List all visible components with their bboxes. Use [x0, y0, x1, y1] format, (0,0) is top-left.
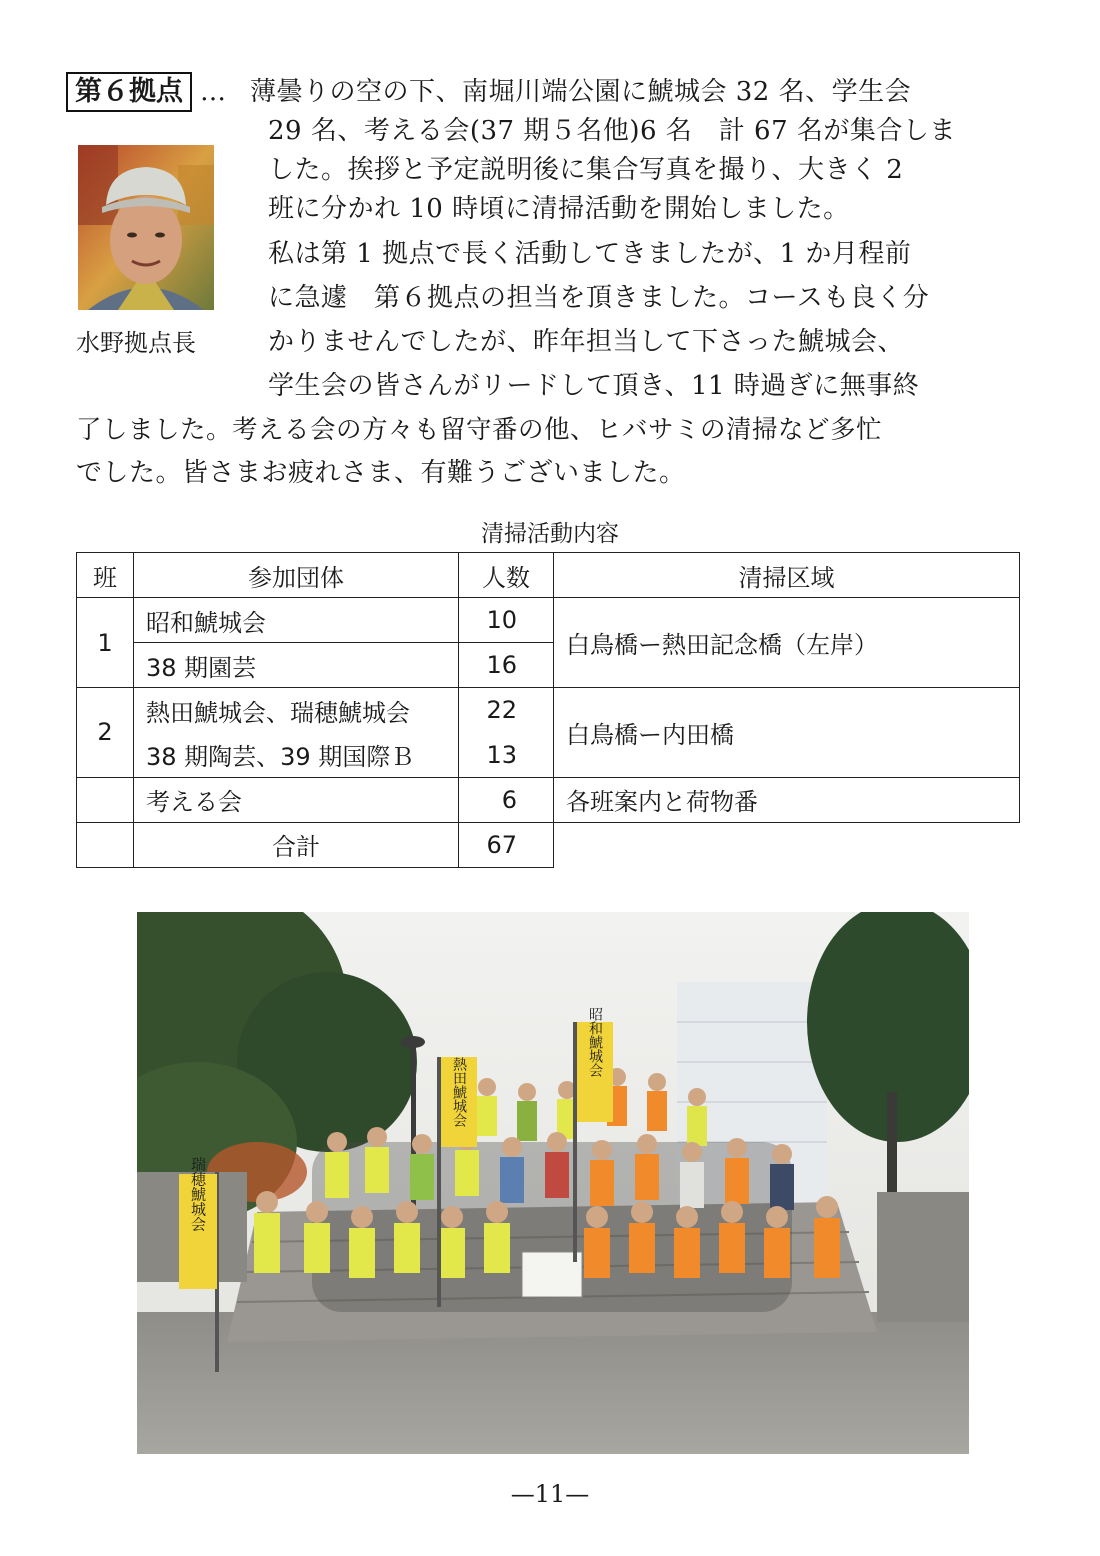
- table-header-row: [77, 553, 1020, 598]
- header-count: 人数: [459, 553, 554, 598]
- cell-count: 16: [459, 643, 554, 688]
- cell-count: 13: [459, 732, 554, 777]
- table-title: 清掃活動内容: [481, 521, 619, 547]
- header-group: 参加団体: [134, 553, 459, 598]
- body-line-7: かりませんでしたが、昨年担当して下さった鯱城会、: [268, 327, 905, 357]
- cell-count: 6: [459, 777, 554, 822]
- total-label: 合計: [134, 822, 459, 867]
- portrait-photo: [78, 145, 214, 310]
- cell-ban: 1: [77, 598, 134, 688]
- cell-group: 昭和鯱城会: [134, 598, 459, 643]
- heading-ellipsis: …: [200, 77, 226, 107]
- total-count: 67: [459, 822, 554, 867]
- cell-ban: [77, 822, 134, 867]
- page-number: —11—: [510, 1480, 590, 1508]
- section-heading: 第６拠点: [66, 72, 192, 112]
- body-line-9: 了しました。考える会の方々も留守番の他、ヒバサミの清掃など多忙: [76, 415, 883, 445]
- cell-area: 各班案内と荷物番: [554, 777, 1020, 822]
- activity-table: [76, 552, 1020, 868]
- cell-empty: [554, 822, 1020, 867]
- svg-text:熱田鯱城会: 熱田鯱城会: [451, 1057, 467, 1127]
- body-line-10: でした。皆さまお疲れさま、有難うございました。: [76, 458, 686, 488]
- cell-area: 白鳥橋ー熱田記念橋（左岸）: [554, 598, 1020, 688]
- table-row: [77, 777, 1020, 822]
- portrait-caption: 水野拠点長: [76, 329, 196, 357]
- cell-group: 38 期陶芸、39 期国際Ｂ: [134, 732, 459, 777]
- svg-text:瑞穂鯱城会: 瑞穂鯱城会: [189, 1156, 207, 1232]
- table-total-row: [77, 822, 1020, 867]
- body-line-2: 29 名、考える会(37 期５名他)6 名 計 67 名が集合しま: [268, 116, 956, 146]
- group-photo: [137, 912, 969, 1454]
- cell-group: 考える会: [134, 777, 459, 822]
- body-line-3: した。挨拶と予定説明後に集合写真を撮り、大きく 2: [268, 155, 904, 185]
- body-line-5: 私は第 1 拠点で長く活動してきましたが、1 か月程前: [268, 239, 912, 269]
- svg-text:昭和鯱城会: 昭和鯱城会: [587, 1007, 603, 1077]
- cell-ban: 2: [77, 688, 134, 777]
- cell-count: 10: [459, 598, 554, 643]
- body-line-4: 班に分かれ 10 時頃に清掃活動を開始しました。: [268, 194, 850, 224]
- table-row: [77, 688, 1020, 733]
- cell-group: 38 期園芸: [134, 643, 459, 688]
- cell-count: 22: [459, 688, 554, 733]
- body-line-6: に急遽 第６拠点の担当を頂きました。コースも良く分: [268, 283, 930, 313]
- cell-ban: [77, 777, 134, 822]
- body-line-8: 学生会の皆さんがリードして頂き、11 時過ぎに無事終: [268, 371, 920, 401]
- table-row: [77, 598, 1020, 643]
- cell-group: 熱田鯱城会、瑞穂鯱城会: [134, 688, 459, 733]
- cell-area: 白鳥橋ー内田橋: [554, 688, 1020, 777]
- header-area: 清掃区域: [554, 553, 1020, 598]
- body-line-1: 薄曇りの空の下、南堀川端公園に鯱城会 32 名、学生会: [250, 77, 912, 107]
- header-ban: 班: [77, 553, 134, 598]
